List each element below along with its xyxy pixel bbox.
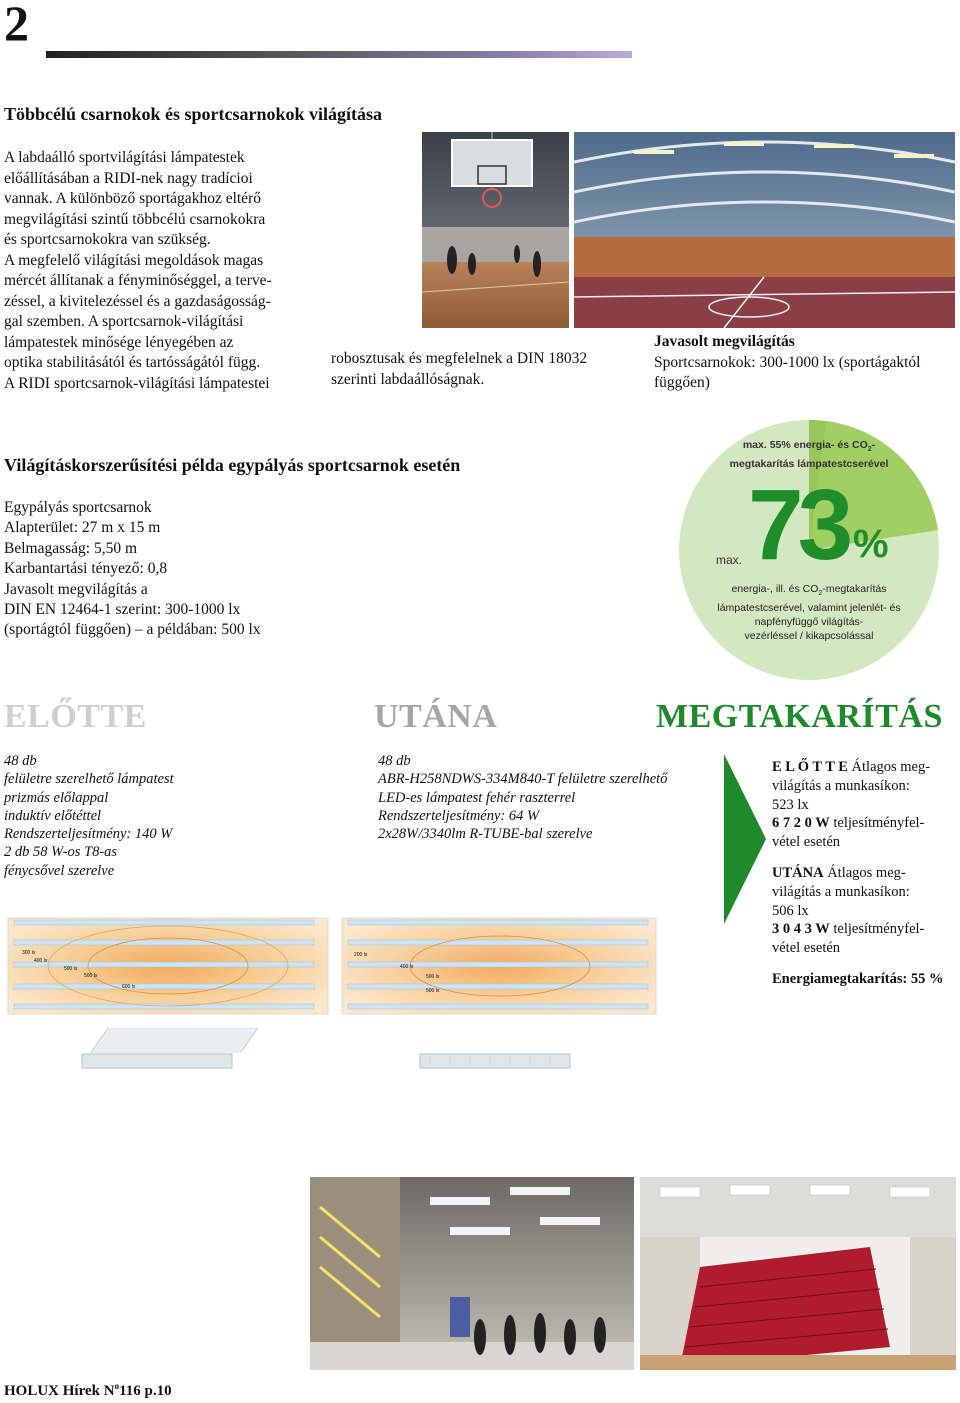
plot-label: 500 lx [64,966,78,972]
before-title: ELŐTTE [4,698,147,735]
badge-number: 73 [748,469,848,581]
badge-bottom-text: energia-, ill. és $CO_2$-megtakarítás lámpatestcserével, valamint jelenlét- és napfényfüggő világítás- vezérléssel / kikapcsolással [717,583,901,643]
recommended-text: függően) [654,374,710,391]
before-line: induktív előtéttel [4,807,102,824]
intro-line: vannak. A különböző sportágakhoz eltérő [4,190,261,207]
basketball-hall-photo [422,132,569,328]
before-description [4,752,344,880]
before-line: 48 db [4,753,37,769]
intro-line: zéssel, a kivitelezéssel és a gazdaságosság- [4,292,271,310]
arrow-right-icon [724,754,766,924]
intro-line: lámpatestek minősége lényegében az [4,333,234,351]
intro-line: A megfelelő világítási megoldások magas [4,251,264,269]
before-line: Rendszerteljesítmény: 140 W [4,826,173,843]
intro-line: előállításában a RIDI-nek nagy tradícioi [4,169,253,187]
plot-label: 500 lx [426,988,440,994]
detail-line: Javasolt megvilágítás a [4,580,148,598]
after-lux: 506 lx [772,902,809,919]
detail-line: Egypályás sportcsarnok [4,499,152,516]
auditorium-photo [640,1177,956,1370]
intro-line: megvilágítási szintű többcélú csarnokokra [4,210,266,228]
plot-label: 200 lx [354,952,368,958]
section-heading: Többcélú csarnokok és sportcsarnokok világítása [4,104,383,124]
detail-line: (sportágtól függően) – a példában: 500 lx [4,621,261,639]
before-line: prizmás előlappal [4,789,109,806]
before-line: felületre szerelhető lámpatest [4,771,174,788]
example-details [4,498,344,641]
after-line: Rendszerteljesítmény: 64 W [378,807,540,824]
after-line: ABR-H258NDWS-334M840-T felületre szerelhető [378,771,668,788]
after-line: 2x28W/3340lm R-TUBE-bal szerelve [378,826,593,843]
plot-label: 500 lx [426,974,440,980]
page-number: 2 [4,0,29,51]
before-line: 2 db 58 W-os T8-as [4,844,118,861]
badge-max-label: max. [716,553,743,567]
intro-line: A labdaálló sportvilágítási lámpatestek [4,149,245,166]
badge-top-text: max. 55% energia- és $CO_2-$ megtakarítás lámpatestcserével [729,439,889,471]
detail-line: DIN EN 12464-1 szerint: 300-1000 lx [4,601,241,619]
intro-line: gal szemben. A sportcsarnok-világítási [4,313,244,330]
before-label: E L Ő T T E [772,759,848,775]
after-line: LED-es lámpatest fehér raszterrel [378,789,576,806]
before-lux: 523 lx [772,796,809,813]
intro-line: szerinti labdaállóságnak. [331,370,485,388]
recommended-text: Sportcsarnokok: 300-1000 lx (sportágaktól [654,353,921,371]
detail-line: Karbantartási tényező: 0,8 [4,560,168,578]
intro-line: A RIDI sportcsarnok-világítási lámpatestei [4,374,270,392]
after-watt: 3 0 4 3 W [772,921,830,938]
savings-details: E L Ő T T E Átlagos meg- világítás a munkasíkon: 523 lx 6 7 2 0 W teljesítményfel- vétel esetén UTÁNA Átlagos meg- világítás a munkasíkon: 506 lx 3 0 4 3 W teljesítményfel- vétel esetén Energiamegtakarítás: 55 % [772,758,958,989]
recommended-title: Javasolt megvilágítás [654,333,795,350]
before-line: fénycsővel szerelve [4,862,115,879]
plot-label: 400 lx [400,964,414,970]
plot-label: 600 lx [122,984,136,990]
before-watt: 6 7 2 0 W [772,815,830,832]
sports-hall-photo [574,132,955,328]
intro-line: mércét állítanak a fényminőséggel, a terve- [4,272,272,289]
total-savings: Energiamegtakarítás: 55 % [772,970,944,987]
plot-label: 300 lx [22,950,36,956]
savings-title: MEGTAKARÍTÁS [656,698,943,735]
detail-line: Alapterület: 27 m x 15 m [4,519,161,537]
header-bar [46,51,632,58]
intro-line: optika stabilitásától és tartósságától függ. [4,354,261,371]
intro-line: robosztusak és megfelelnek a DIN 18032 [331,350,588,367]
before-light-plot [4,916,332,1128]
example-heading: Világításkorszerűsítési példa egypályás sportcsarnok esetén [4,455,461,475]
gym-dance-photo [310,1177,634,1370]
after-title: UTÁNA [374,698,498,735]
intro-text [4,148,301,394]
detail-line: Belmagasság: 5,50 m [4,539,138,557]
after-label: UTÁNA [772,864,824,881]
after-description [378,752,718,843]
badge-percent: % [853,522,889,566]
plot-label: 400 lx [34,958,48,964]
after-light-plot [340,916,658,1128]
plot-label: 500 lx [84,973,98,979]
intro-line: és sportcsarnokokra van szükség. [4,231,211,248]
after-line: 48 db [378,753,411,769]
savings-badge [676,418,942,683]
intro-text-continued [331,349,629,390]
recommended-illumination [654,332,956,394]
footer: HOLUX Hírek $N^o116$ p.10 [4,1381,172,1399]
